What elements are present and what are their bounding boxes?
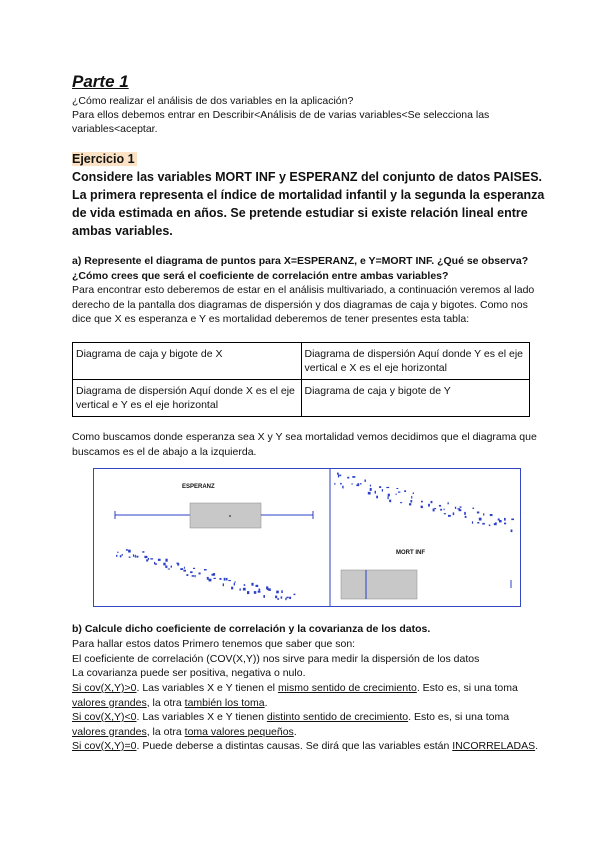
scatter-point [256, 585, 259, 587]
scatter-point [165, 566, 167, 568]
scatter-point [122, 554, 123, 556]
underlined-text: valores grandes [72, 696, 147, 709]
scatter-point [459, 509, 462, 511]
scatter-point [268, 588, 271, 591]
scatter-point [294, 594, 296, 595]
scatter-point [421, 506, 423, 508]
intro-line-2: Para ellos debemos entrar en Describir<Análisis de de varias variables<Se selecciona las [72, 109, 490, 121]
underlined-text: distinto sentido de crecimiento [266, 711, 409, 723]
scatter-point [199, 573, 201, 575]
scatter-point [428, 504, 430, 507]
scatter-point [334, 483, 335, 485]
scatter-point [231, 587, 233, 590]
scatter-point [146, 559, 148, 561]
scatter-point [413, 493, 414, 495]
scatter-point [388, 494, 390, 497]
text: . Esto es, si una toma [408, 711, 510, 723]
scatter-point [259, 589, 261, 591]
scatter-bottom-left [116, 549, 295, 600]
table-row [73, 343, 530, 380]
scatter-point [186, 574, 188, 576]
cond-zero: Si cov(X,Y)=0 [72, 740, 137, 752]
scatter-point [460, 506, 462, 507]
underlined-text: toma valores pequeños [184, 725, 294, 738]
scatter-point [281, 596, 283, 598]
text: , la otra [146, 725, 185, 738]
label-esperanz: ESPERANZ [182, 484, 215, 490]
scatter-point [421, 501, 423, 503]
scatter-point [251, 583, 253, 586]
part-b-line-3: La covarianza puede ser positiva, negativa o nulo. [72, 667, 306, 679]
scatter-point [375, 491, 376, 494]
scatter-point [434, 508, 436, 509]
scatter-point [382, 489, 383, 492]
scatter-point [368, 492, 371, 495]
scatter-point [352, 483, 353, 484]
scatter-point [340, 483, 342, 485]
scatter-point [440, 509, 442, 511]
part-a-conclusion: Como buscamos donde esperanza sea X y Y sea mortalidad vemos decidimos que el diagrama que buscamos es el de abajo a la izquierda. [72, 431, 537, 458]
table-cell: Diagrama de dispersión Aquí donde Y es el eje vertical e X es el eje horizontal [301, 343, 530, 380]
part-a-answer: Para encontrar esto deberemos de estar en el análisis multivariado, a continuación veremos al lado derecho de la pantalla dos diagramas de dispersión y dos diagramas de caja y bigotes. Como nos dice que X es esperanza e Y es mortalidad deberemos de tener presentes esta tabla: [72, 284, 535, 325]
scatter-point [135, 555, 136, 558]
scatter-point [214, 578, 216, 579]
scatter-point [129, 557, 131, 558]
scatter-point [357, 483, 359, 486]
intro-question: ¿Cómo realizar el análisis de dos variables en la aplicación? [72, 95, 354, 107]
scatter-point [150, 558, 153, 559]
box-mort-inf [341, 570, 417, 599]
scatter-point [439, 505, 441, 507]
scatter-point [483, 513, 484, 515]
scatter-point [444, 509, 445, 511]
scatter-point [365, 480, 366, 482]
scatter-point [504, 518, 506, 521]
scatter-point [396, 494, 397, 496]
part-b-line-2: El coeficiente de correlación (COV(X,Y)) nos sirve para medir la dispersión de los datos [72, 653, 480, 665]
scatter-point [204, 569, 207, 571]
intro-line-3: variables<aceptar. [72, 123, 158, 135]
box-esperanz [190, 503, 261, 528]
scatter-point [389, 500, 391, 503]
scatter-point [431, 501, 433, 503]
scatter-point [228, 580, 231, 581]
scatter-point [207, 577, 209, 580]
scatter-point [360, 483, 361, 484]
cond-negative: Si cov(X,Y)<0 [72, 711, 137, 723]
scatter-point [120, 555, 122, 557]
multivariate-plot-figure [93, 468, 521, 607]
scatter-point [464, 512, 466, 515]
scatter-point [209, 579, 212, 582]
scatter-point [472, 508, 474, 509]
scatter-point [379, 486, 381, 488]
scatter-point [235, 581, 236, 582]
exercise-statement: Considere las variables MORT INF y ESPERANZ del conjunto de datos PAISES. La primera representa el índice de mortalidad infantil y la segunda la esperanza de vida estimada en años. Se pretende estudiar si existe relación lineal entre ambas variables. [72, 170, 545, 238]
text: . Esto es, si una toma [416, 682, 518, 694]
scatter-point [396, 488, 398, 489]
scatter-point [338, 475, 339, 478]
scatter-point [448, 515, 451, 517]
scatter-point [479, 518, 482, 521]
scatter-point [504, 523, 506, 525]
scatter-point [133, 554, 134, 556]
page-title: Parte 1 [72, 72, 129, 91]
scatter-point [453, 512, 455, 515]
scatter-point [223, 583, 224, 586]
table-cell: Diagrama de caja y bigote de X [73, 343, 302, 380]
scatter-point [192, 575, 195, 577]
scatter-point [411, 496, 412, 499]
scatter-point [448, 502, 449, 504]
scatter-point [128, 550, 131, 553]
scatter-point [243, 588, 246, 591]
scatter-point [281, 590, 283, 593]
part-a-question: a) Represente el diagrama de puntos para X=ESPERANZ, e Y=MORT INF. ¿Qué se observa? ¿Cómo crees que será el coeficiente de correlación entre ambas variables? [72, 255, 529, 282]
scatter-point [400, 502, 402, 503]
scatter-point [213, 573, 215, 576]
underlined-text: valores grandes [72, 725, 147, 738]
covariance-positive [72, 681, 542, 710]
scatter-point [126, 549, 128, 551]
underlined-text: INCORRELADAS [452, 740, 536, 752]
scatter-point [337, 473, 339, 475]
scatter-point [398, 492, 401, 493]
scatter-point [168, 569, 170, 570]
scatter-point [388, 496, 389, 499]
scatter-point [489, 525, 491, 527]
text: . [535, 740, 539, 752]
scatter-point [171, 566, 172, 568]
scatter-point [244, 584, 246, 586]
scatter-point [511, 530, 513, 533]
scatter-point [277, 598, 279, 600]
scatter-point [226, 578, 228, 581]
scatter-point [490, 514, 493, 516]
table-row [73, 380, 530, 417]
plot-matrix [94, 469, 520, 606]
scatter-point [258, 591, 261, 593]
scatter-point [158, 559, 161, 561]
scatter-point [482, 523, 485, 525]
scatter-point [254, 591, 256, 594]
cond-positive: Si cov(X,Y)>0 [72, 682, 137, 694]
scatter-point [410, 500, 412, 502]
covariance-negative [72, 710, 542, 739]
scatter-point [163, 563, 165, 566]
scatter-point [234, 583, 235, 586]
scatter-point [117, 552, 118, 553]
box-mean-marker [229, 515, 231, 517]
scatter-point [347, 477, 349, 479]
scatter-point [180, 568, 183, 570]
scatter-point [195, 575, 196, 577]
scatter-point [409, 503, 411, 505]
text: . Puede deberse a distintas causas. Se dirá que las variables están [136, 740, 453, 752]
scatter-point [352, 476, 355, 478]
scatter-point [155, 563, 157, 565]
scatter-point [370, 488, 372, 491]
scatter-point [287, 597, 289, 599]
scatter-point [247, 591, 249, 594]
exercise-label: Ejercicio 1 [72, 152, 135, 166]
scatter-point [275, 596, 277, 599]
text: . Las variables X e Y tienen [136, 711, 267, 723]
scatter-point [339, 475, 341, 477]
scatter-point [285, 598, 286, 601]
text: . [293, 725, 297, 738]
scatter-point [386, 487, 389, 488]
scatter-point [136, 556, 138, 558]
scatter-top-right [334, 473, 514, 532]
scatter-point [224, 578, 226, 581]
scatter-point [477, 522, 479, 524]
scatter-point [465, 516, 467, 518]
underlined-text: mismo sentido de crecimiento [277, 682, 417, 694]
scatter-point [477, 512, 479, 514]
scatter-point [376, 496, 378, 499]
part-b-line-1: Para hallar estos datos Primero tenemos que saber que son: [72, 638, 356, 650]
scatter-point [183, 570, 186, 572]
scatter-point [190, 571, 193, 573]
scatter-point [240, 588, 241, 590]
scatter-point [263, 595, 265, 598]
scatter-point [184, 567, 185, 569]
scatter-point [499, 520, 502, 522]
scatter-point [342, 486, 343, 489]
part-b-question: b) Calcule dicho coeficiente de correlación y la covarianza de los datos. [72, 623, 431, 635]
scatter-point [177, 563, 179, 565]
covariance-zero [72, 739, 542, 754]
scatter-point [193, 568, 195, 569]
scatter-point [472, 521, 473, 523]
text: , la otra [146, 696, 185, 709]
table-cell: Diagrama de dispersión Aquí donde X es el eje vertical e Y es el eje horizontal [73, 380, 302, 417]
scatter-point [276, 591, 279, 594]
scatter-point [370, 485, 371, 487]
scatter-point [494, 523, 497, 525]
diagram-table [72, 342, 530, 417]
scatter-point [219, 578, 221, 580]
table-cell: Diagrama de caja y bigote de Y [301, 380, 530, 417]
scatter-point [404, 490, 406, 492]
underlined-text: también los toma [184, 696, 265, 709]
scatter-point [455, 507, 456, 509]
scatter-point [142, 551, 144, 553]
scatter-point [511, 519, 514, 521]
text: . [264, 696, 268, 709]
text: . Las variables X e Y tienen el [136, 682, 278, 694]
label-mort-inf: MORT INF [396, 550, 425, 556]
scatter-point [144, 556, 147, 558]
scatter-point [289, 597, 291, 599]
scatter-point [165, 559, 167, 562]
scatter-point [116, 555, 117, 557]
scatter-point [444, 513, 446, 514]
